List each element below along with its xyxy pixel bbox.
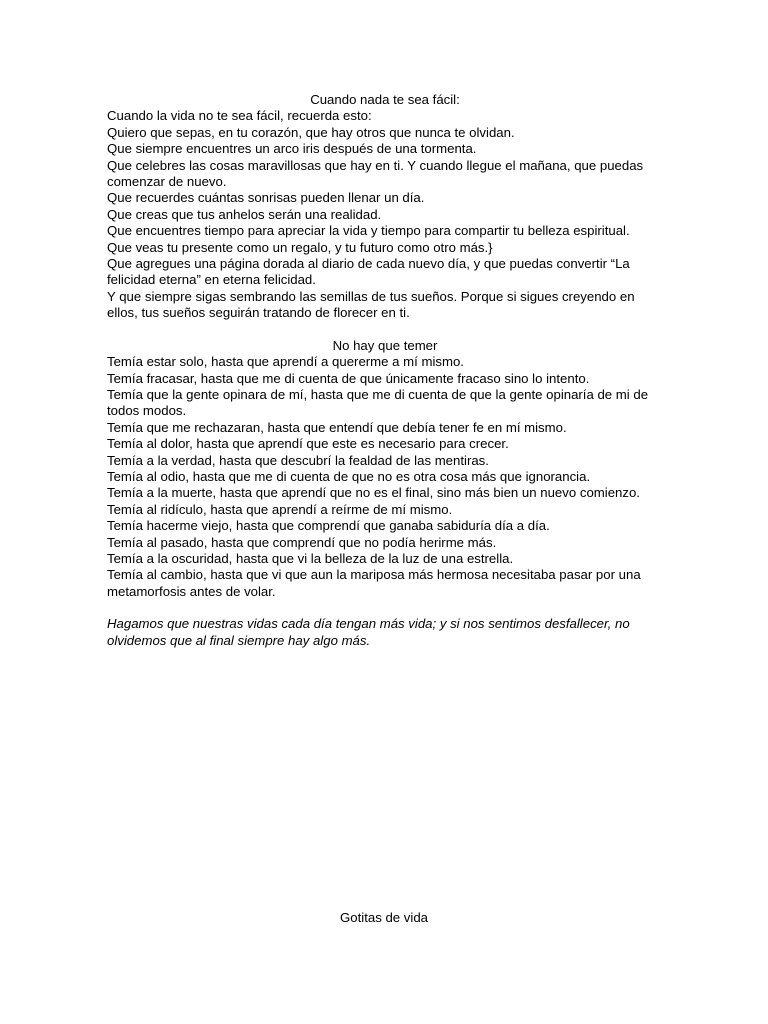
text-line: Temía a la verdad, hasta que descubrí la fealdad de las mentiras. (107, 452, 489, 468)
text-line: Y que siempre sigas sembrando las semillas de tus sueños. Porque si sigues creyendo en ellos, tus sueños seguirán tratando de florecer en ti. (107, 288, 635, 321)
text-line: Temía que la gente opinara de mí, hasta que me di cuenta de que la gente opinaría de mi de todos modos. (107, 386, 649, 419)
text-line: Temía al dolor, hasta que aprendí que este es necesario para crecer. (107, 436, 509, 452)
page-footer-title: Gotitas de vida (340, 910, 428, 925)
text-line: Temía hacerme viejo, hasta que comprendí que ganaba sabiduría día a día. (107, 518, 550, 534)
text-line: Temía que me rechazaran, hasta que entendí que debía tener fe en mí mismo. (107, 419, 567, 435)
text-line: Temía al ridículo, hasta que aprendí a reírme de mí mismo. (107, 501, 453, 517)
text-line: Cuando la vida no te sea fácil, recuerda esto: (107, 108, 372, 124)
text-line: Temía al pasado, hasta que comprendí que no podía herirme más. (107, 534, 497, 550)
text-line: Que recuerdes cuántas sonrisas pueden llenar un día. (107, 190, 425, 206)
text-line: Que creas que tus anhelos serán una realidad. (107, 206, 382, 222)
text-line: Que celebres las cosas maravillosas que hay en ti. Y cuando llegue el mañana, que puedas comenzar de nuevo. (107, 157, 644, 190)
text-line: Que encuentres tiempo para apreciar la vida y tiempo para compartir tu belleza espiritual. (107, 223, 630, 239)
text-line: Temía al cambio, hasta que vi que aun la mariposa más hermosa necesitaba pasar por una metamorfosis antes de volar. (107, 567, 641, 599)
text-line: Temía fracasar, hasta que me di cuenta de que únicamente fracaso sino lo intento. (107, 370, 590, 386)
document-body (107, 92, 663, 649)
section-title-no-hay-que-temer: No hay que temer (332, 337, 438, 353)
closing-italic-paragraph: Hagamos que nuestras vidas cada día tengan más vida; y si nos sentimos desfallecer, no olvidemos que al final siempre hay algo más. (107, 616, 630, 648)
text-line: Temía estar solo, hasta que aprendí a quererme a mí mismo. (107, 354, 464, 370)
text-line: Que agregues una página dorada al diario de cada nuevo día, y que puedas convertir “La felicidad eterna” en eterna felicidad. (107, 256, 630, 288)
text-line: Temía al odio, hasta que me di cuenta de que no es otra cosa más que ignorancia. (107, 468, 591, 484)
section-title-cuando-nada: Cuando nada te sea fácil: (310, 92, 460, 107)
text-line: Que siempre encuentres un arco iris después de una tormenta. (107, 141, 477, 157)
text-line: Temía a la oscuridad, hasta que vi la belleza de la luz de una estrella. (107, 550, 514, 566)
text-line: Que veas tu presente como un regalo, y tu futuro como otro más.} (107, 239, 493, 255)
spacer (107, 322, 663, 338)
spacer (107, 600, 663, 616)
text-line: Temía a la muerte, hasta que aprendí que no es el final, sino más bien un nuevo comienzo. (107, 485, 640, 501)
text-line: Quiero que sepas, en tu corazón, que hay otros que nunca te olvidan. (107, 124, 515, 140)
